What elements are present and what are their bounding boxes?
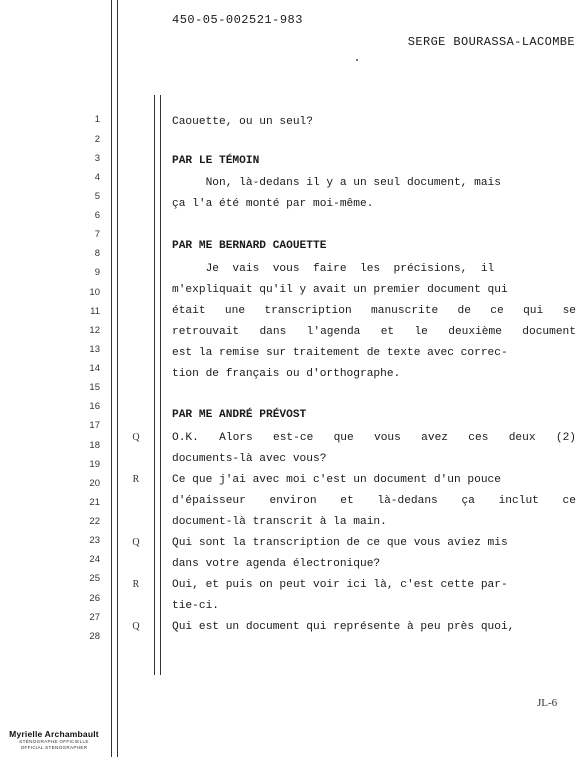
transcript-line: document-là transcrit à la main. <box>172 516 387 528</box>
stenographer-stamp <box>4 729 104 751</box>
line-number: 14 <box>89 363 100 374</box>
witness-name-header: SERGE BOURASSA-LACOMBE <box>407 35 575 49</box>
stenographer-title-en: OFFICIAL STENOGRAPHER <box>20 745 88 750</box>
page-code: JL-6 <box>537 697 558 709</box>
line-number: 28 <box>89 631 100 642</box>
line-number: 17 <box>89 420 100 431</box>
transcript-line: documents-là avec vous? <box>172 453 327 465</box>
transcript-line: Je vais vous faire les précisions, il <box>172 263 495 275</box>
stenographer-title-fr: STÉNOGRAPHE OFFICIELLE <box>19 739 89 744</box>
line-number: 25 <box>89 573 100 584</box>
line-number: 16 <box>89 401 100 412</box>
line-number: 20 <box>89 478 100 489</box>
answer-marker: R <box>132 579 140 590</box>
line-number: 3 <box>94 153 100 164</box>
line-number: 10 <box>89 287 100 298</box>
qr-column-rule-left <box>154 95 155 675</box>
line-number: 19 <box>89 459 100 470</box>
transcript-line: retrouvait dans l'agenda et le deuxième document <box>172 326 576 338</box>
margin-rule-inner <box>117 0 118 757</box>
transcript-line: tion de français ou d'orthographe. <box>172 368 401 380</box>
line-number: 8 <box>94 248 100 259</box>
question-marker: Q <box>132 621 140 632</box>
transcript-line: Qui sont la transcription de ce que vous aviez mis <box>172 537 508 549</box>
question-marker: Q <box>132 432 140 443</box>
line-number: 7 <box>94 229 100 240</box>
line-number: 21 <box>89 497 100 508</box>
line-number: 18 <box>89 440 100 451</box>
transcript-line: était une transcription manuscrite de ce qui se <box>172 305 576 317</box>
line-number: 23 <box>89 535 100 546</box>
transcript-line: est la remise sur traitement de texte avec correc- <box>172 347 508 359</box>
transcript-line: d'épaisseur environ et là-dedans ça inclut ce <box>172 495 576 507</box>
answer-marker: R <box>132 474 140 485</box>
question-marker: Q <box>132 537 140 548</box>
line-number: 13 <box>89 344 100 355</box>
speaker-heading: PAR LE TÉMOIN <box>172 155 260 167</box>
line-number: 2 <box>94 134 100 145</box>
speck-mark <box>356 59 358 61</box>
line-number: 24 <box>89 554 100 565</box>
line-number: 9 <box>94 267 100 278</box>
line-number: 27 <box>89 612 100 623</box>
transcript-line: Ce que j'ai avec moi c'est un document d'un pouce <box>172 474 501 486</box>
transcript-line: Caouette, ou un seul? <box>172 116 313 128</box>
transcript-line: ça l'a été monté par moi-même. <box>172 198 374 210</box>
line-number: 22 <box>89 516 100 527</box>
line-number: 26 <box>89 593 100 604</box>
speaker-heading: PAR ME ANDRÉ PRÉVOST <box>172 409 307 421</box>
transcript-line: Non, là-dedans il y a un seul document, mais <box>172 177 501 189</box>
transcript-line: m'expliquait qu'il y avait un premier document qui <box>172 284 508 296</box>
line-number: 6 <box>94 210 100 221</box>
line-number: 12 <box>89 325 100 336</box>
line-number: 11 <box>90 306 100 317</box>
transcript-line: tie-ci. <box>172 600 219 612</box>
transcript-line: dans votre agenda électronique? <box>172 558 381 570</box>
transcript-line: O.K. Alors est-ce que vous avez ces deux (2) <box>172 432 576 444</box>
line-number: 4 <box>94 172 100 183</box>
margin-rule-outer <box>111 0 112 757</box>
line-number: 15 <box>89 382 100 393</box>
speaker-heading: PAR ME BERNARD CAOUETTE <box>172 240 327 252</box>
docket-number: 450-05-002521-983 <box>172 13 303 27</box>
transcript-line: Qui est un document qui représente à peu près quoi, <box>172 621 515 633</box>
qr-column-rule-right <box>160 95 161 675</box>
stenographer-name: Myrielle Archambault <box>9 729 99 739</box>
line-number: 5 <box>94 191 100 202</box>
line-number: 1 <box>94 114 100 125</box>
transcript-line: Oui, et puis on peut voir ici là, c'est cette par- <box>172 579 508 591</box>
